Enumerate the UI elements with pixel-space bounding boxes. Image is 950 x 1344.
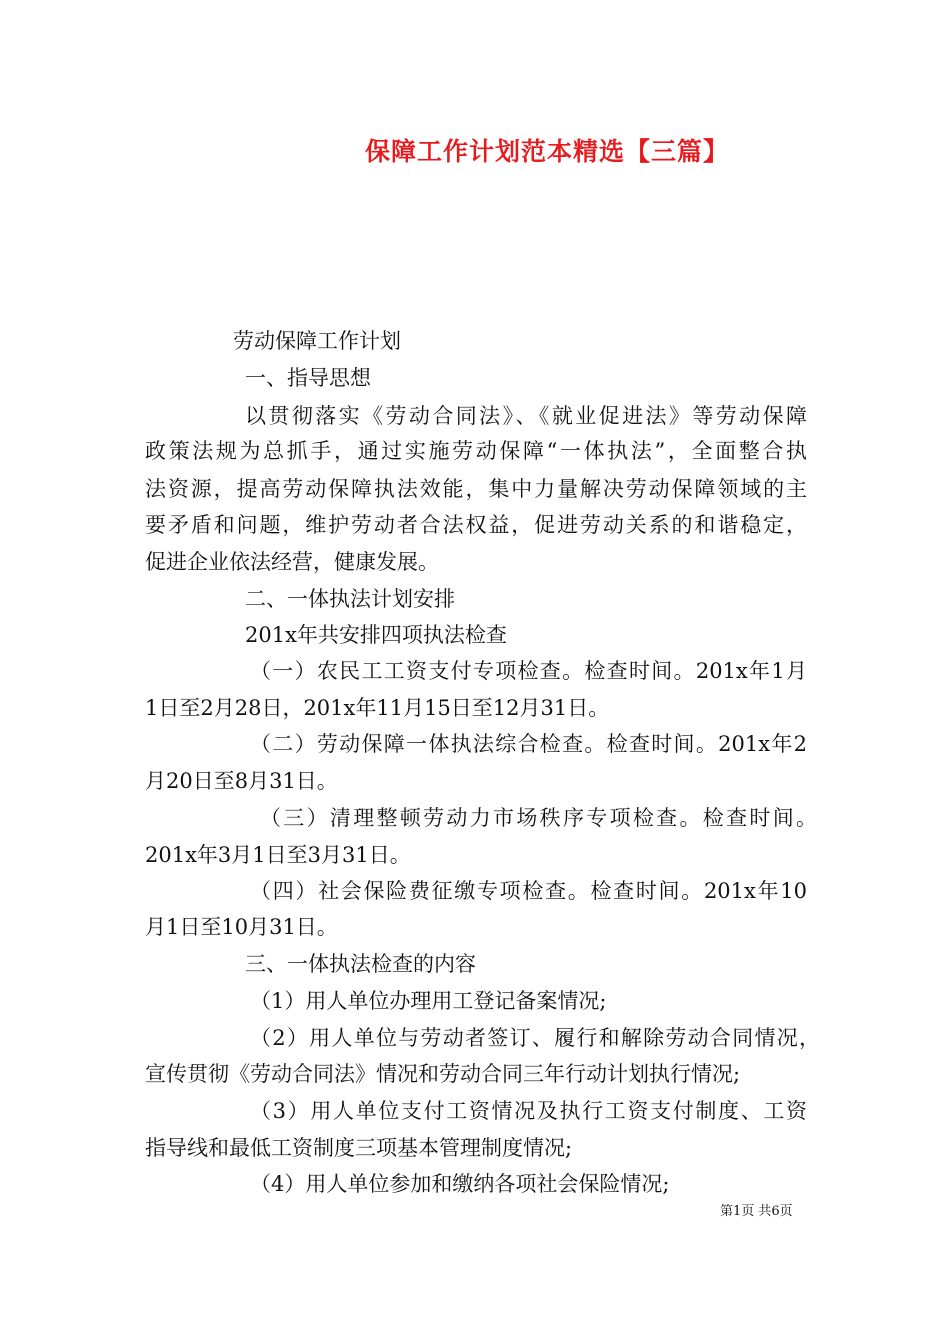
page-indicator: 第1页 共6页 bbox=[720, 1204, 793, 1219]
paragraph-line: （三）清理整顿劳动力市场秩序专项检查。检查时间。 bbox=[260, 806, 817, 830]
paragraph-line: 月1日至10月31日。 bbox=[145, 915, 338, 939]
paragraph-line: （2）用人单位与劳动者签订、履行和解除劳动合同情况， bbox=[250, 1026, 820, 1050]
section2-heading: 二、一体执法计划安排 bbox=[245, 587, 455, 611]
paragraph-line: 月20日至8月31日。 bbox=[145, 769, 338, 793]
paragraph-line: （一）农民工工资支付专项检查。检查时间。201x年1月 bbox=[250, 659, 807, 683]
paragraph-line: 法资源，提高劳动保障执法效能，集中力量解决劳动保障领域的主 bbox=[145, 477, 807, 501]
paragraph-line: 201x年3月1日至3月31日。 bbox=[145, 843, 411, 867]
section3-item-4: （4）用人单位参加和缴纳各项社会保险情况; bbox=[250, 1172, 670, 1196]
paragraph-line: 指导线和最低工资制度三项基本管理制度情况; bbox=[145, 1136, 573, 1160]
paragraph-line: （二）劳动保障一体执法综合检查。检查时间。201x年2 bbox=[250, 732, 807, 756]
document-subtitle: 劳动保障工作计划 bbox=[233, 329, 401, 353]
paragraph-line: 促进企业依法经营，健康发展。 bbox=[145, 550, 439, 574]
paragraph-line: 以贯彻落实《劳动合同法》、《就业促进法》等劳动保障 bbox=[245, 404, 807, 428]
section3-heading: 三、一体执法检查的内容 bbox=[245, 952, 476, 976]
paragraph-line: 要矛盾和问题，维护劳动者合法权益，促进劳动关系的和谐稳定， bbox=[145, 513, 807, 537]
paragraph-line: 1日至2月28日，201x年11月15日至12月31日。 bbox=[145, 696, 610, 720]
paragraph-line: （3）用人单位支付工资情况及执行工资支付制度、工资 bbox=[250, 1099, 807, 1123]
paragraph-line: （四）社会保险费征缴专项检查。检查时间。201x年10 bbox=[250, 879, 807, 903]
paragraph-line: 政策法规为总抓手，通过实施劳动保障“一体执法”，全面整合执 bbox=[145, 439, 807, 463]
paragraph-line: 宣传贯彻《劳动合同法》情况和劳动合同三年行动计划执行情况; bbox=[145, 1062, 741, 1086]
section2-intro: 201x年共安排四项执法检查 bbox=[245, 623, 507, 647]
document-title: 保障工作计划范本精选【三篇】 bbox=[364, 137, 729, 166]
section1-heading: 一、指导思想 bbox=[245, 366, 371, 390]
section3-item-1: （1）用人单位办理用工登记备案情况; bbox=[250, 989, 607, 1013]
